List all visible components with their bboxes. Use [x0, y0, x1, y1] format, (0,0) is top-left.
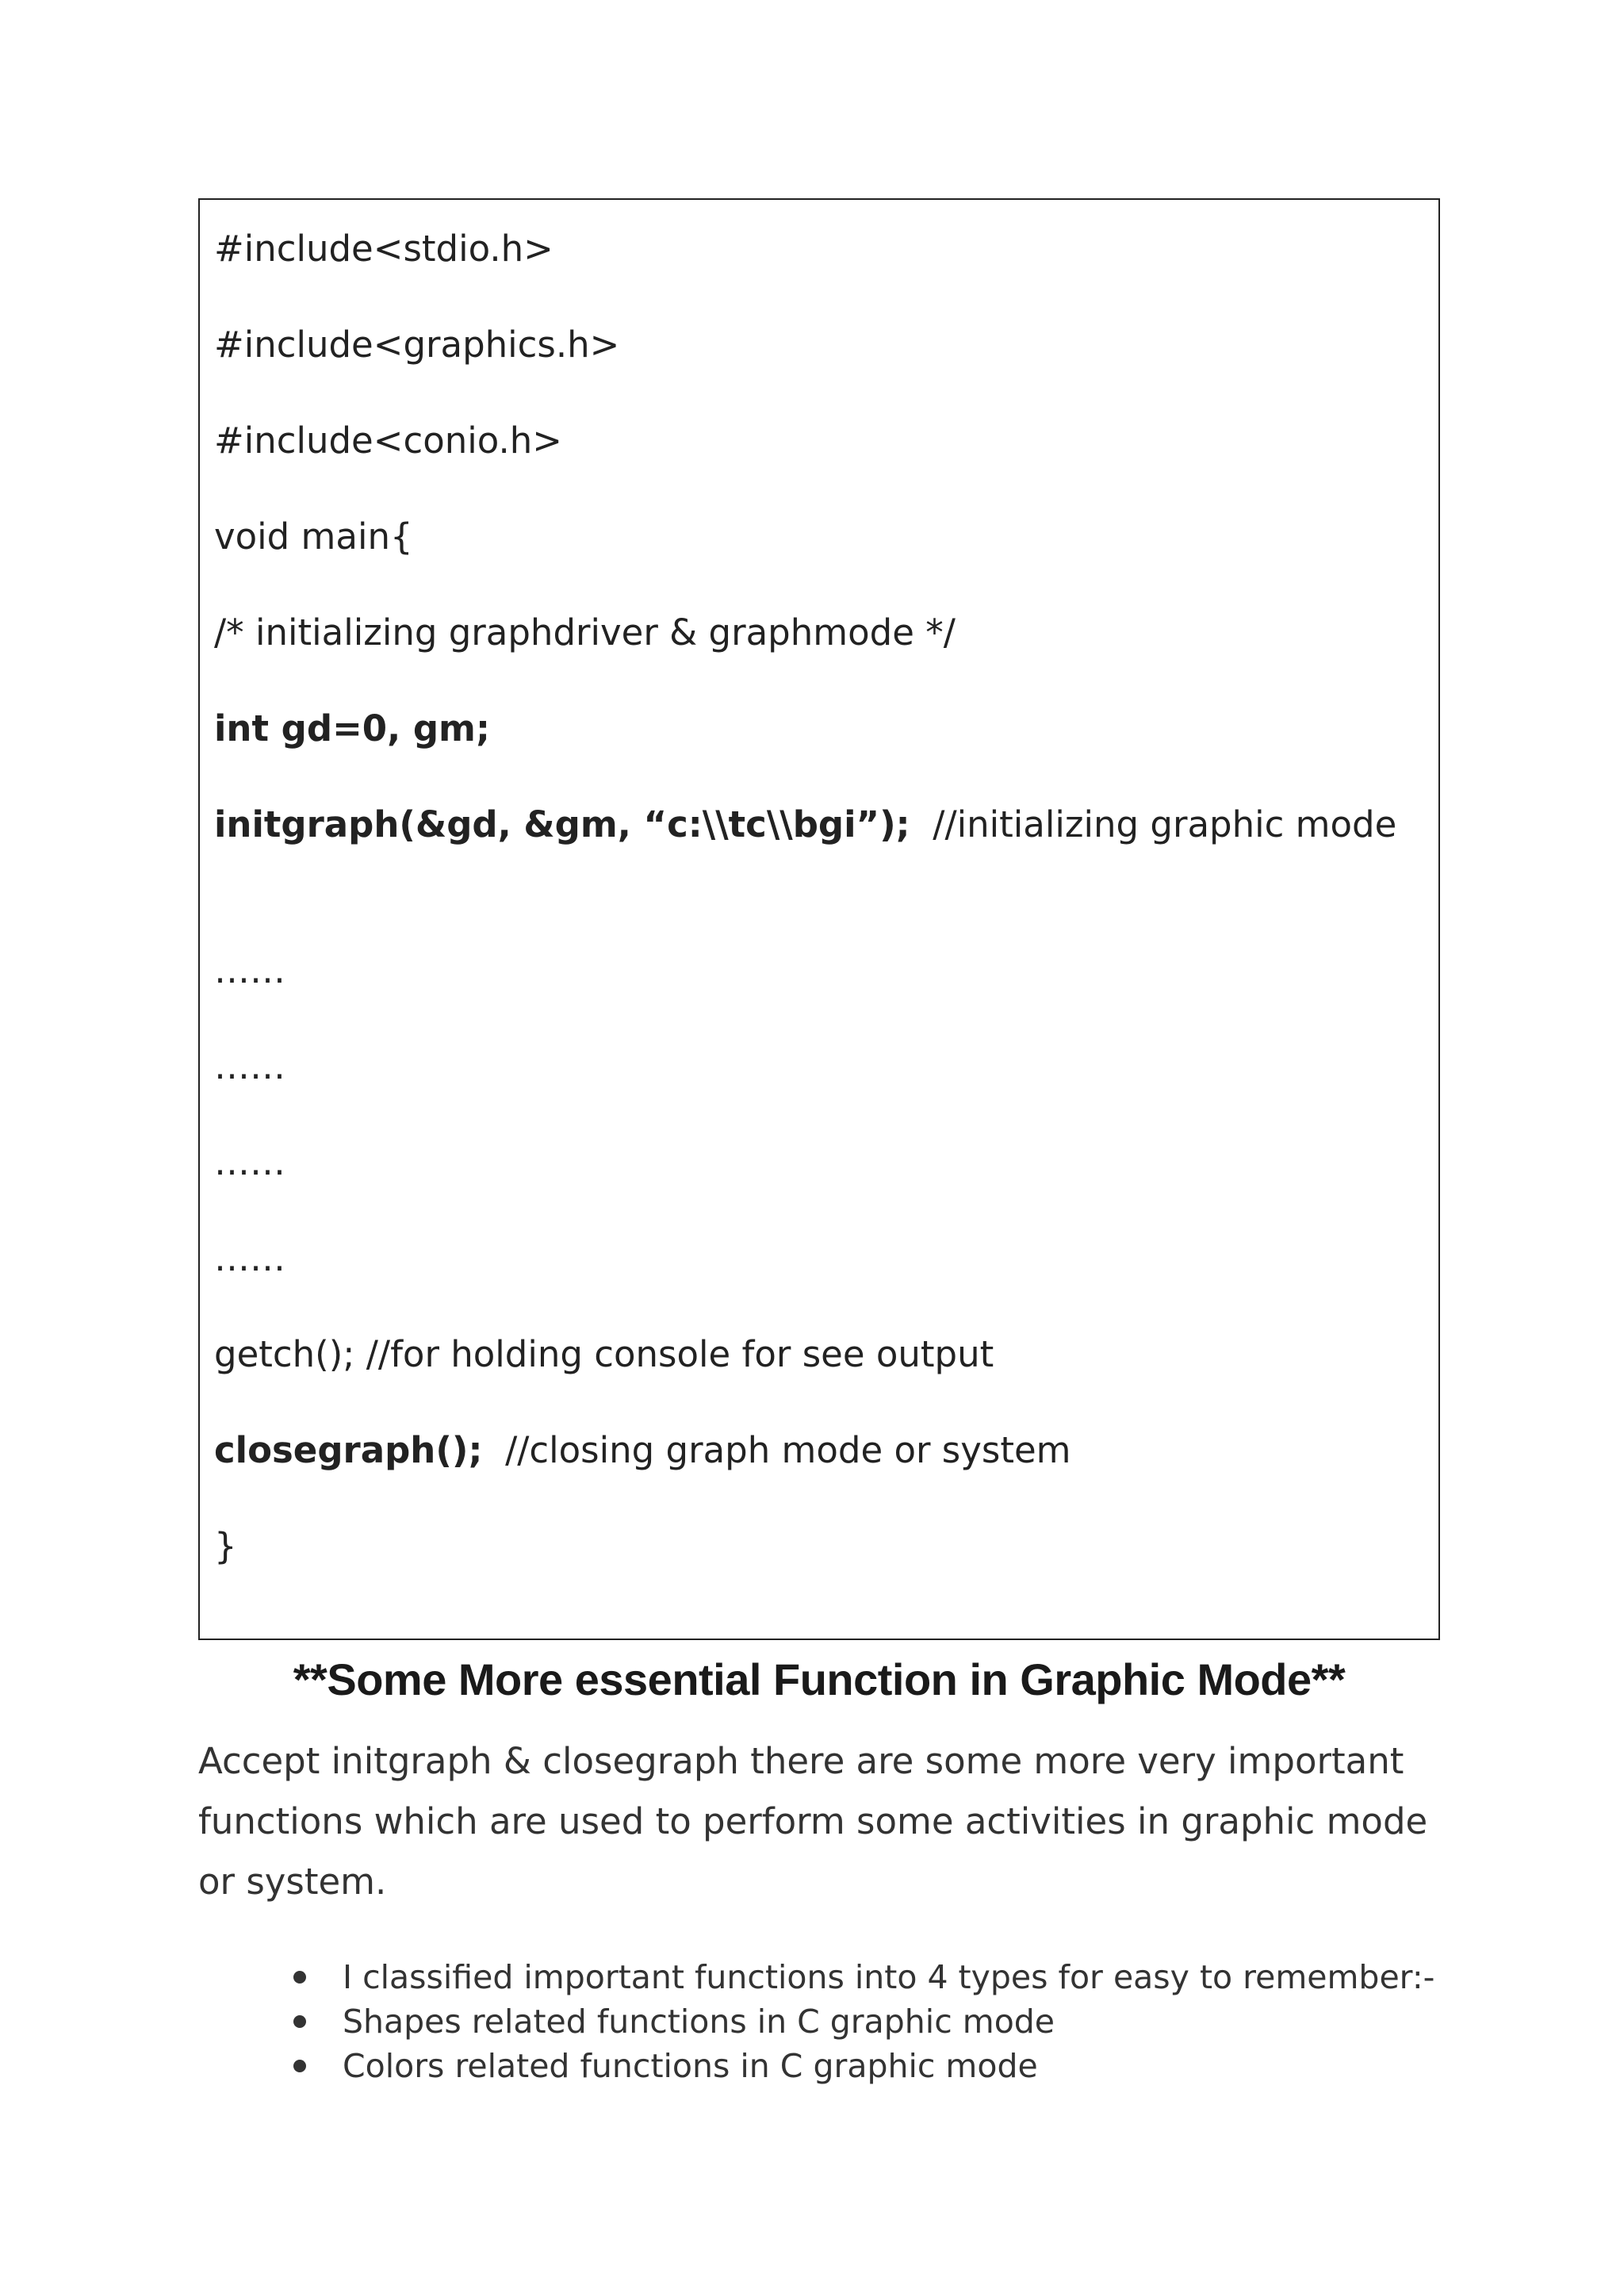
getch-comment: //for holding console for see output: [354, 1333, 994, 1375]
list-item-text: I classified important functions into 4 types for easy to remember:-: [343, 1958, 1435, 1996]
code-line-getch: [214, 1329, 994, 1380]
code-line-ellipsis: ……: [214, 949, 285, 991]
list-item: [285, 1999, 1434, 2044]
bullet-icon: [293, 2060, 306, 2072]
code-line-initgraph: [214, 799, 1419, 850]
list-item-text: Shapes related functions in C graphic mode: [343, 2003, 1055, 2041]
section-heading: **Some More essential Function in Graphic Mode**: [293, 1654, 1346, 1704]
code-line-include-stdio: #include<stdio.h>: [214, 228, 553, 270]
list-item: [285, 1955, 1434, 1999]
code-line-int-gd: int gd=0, gm;: [214, 707, 490, 749]
code-line-ellipsis: ……: [214, 1237, 285, 1279]
initgraph-comment: //initializing graphic mode: [910, 803, 1397, 845]
closegraph-comment: //closing graph mode or system: [482, 1429, 1071, 1471]
code-line-ellipsis: ……: [214, 1045, 285, 1087]
section-paragraph: Accept initgraph & closegraph there are some more very important functions which are used to perform some activities in graphic mode or system.: [198, 1740, 1428, 1903]
bullet-list: [285, 1955, 1434, 2088]
bullet-icon: [293, 1971, 306, 1984]
getch-call: getch();: [214, 1333, 355, 1375]
code-line-void-main: void main{: [214, 516, 413, 558]
code-line-closegraph: [214, 1425, 1071, 1476]
list-item: [285, 2044, 1434, 2088]
code-line-include-conio: #include<conio.h>: [214, 420, 563, 462]
code-line-ellipsis: ……: [214, 1141, 285, 1183]
code-block: [198, 198, 1440, 1640]
code-line-include-graphics: #include<graphics.h>: [214, 324, 620, 366]
list-item-text: Colors related functions in C graphic mode: [343, 2047, 1038, 2085]
code-line-comment-init: /* initializing graphdriver & graphmode */: [214, 611, 956, 654]
initgraph-call: initgraph(&gd, &gm, “c:\\tc\\bgi”);: [214, 803, 910, 845]
bullet-icon: [293, 2015, 306, 2028]
code-line-closing-brace: }: [214, 1525, 237, 1567]
closegraph-call: closegraph();: [214, 1429, 483, 1471]
